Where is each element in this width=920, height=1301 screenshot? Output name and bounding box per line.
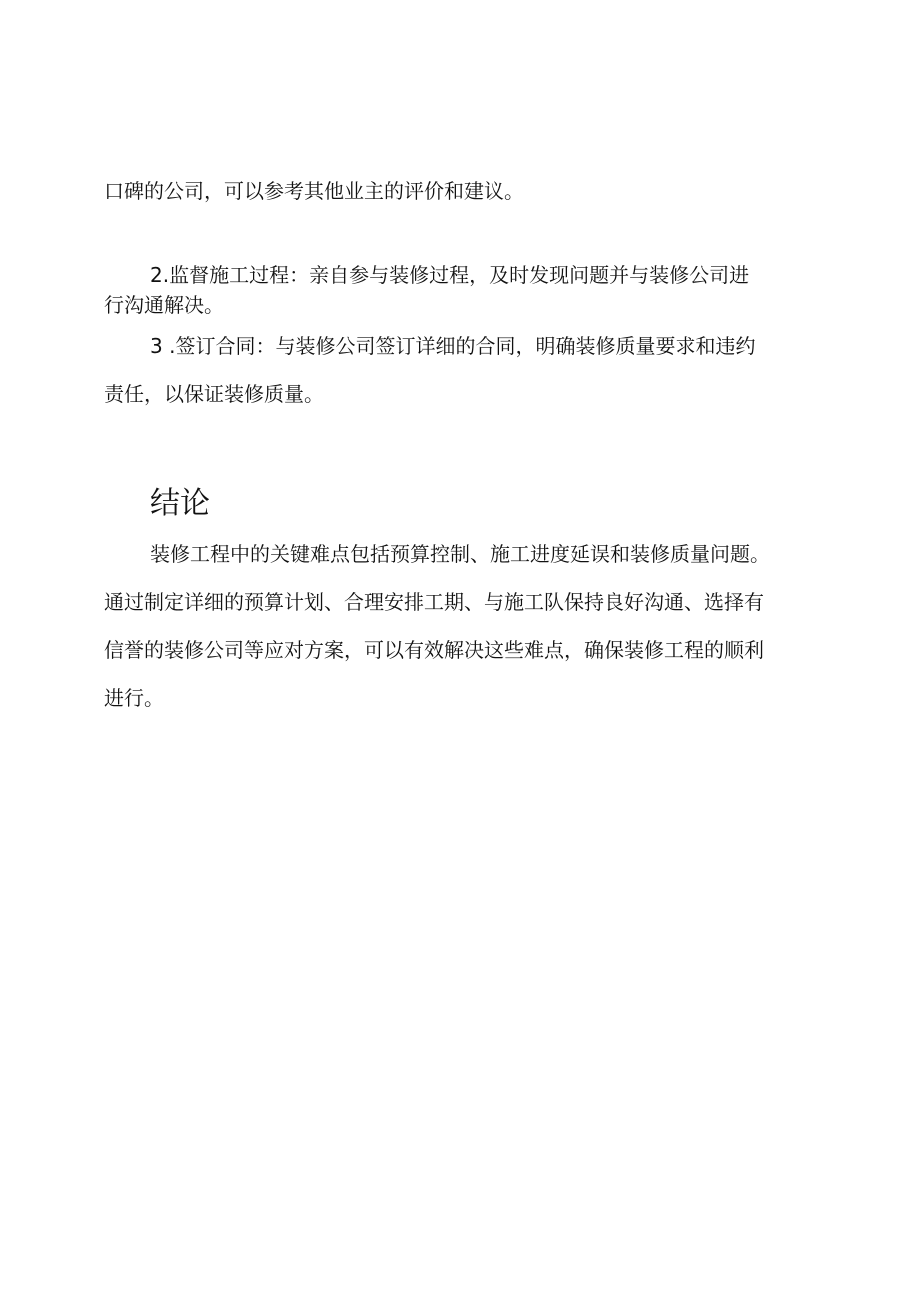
paragraph-line: 口碑的公司，可以参考其他业主的评价和建议。: [104, 179, 524, 203]
section-heading-conclusion: 结论: [150, 486, 210, 521]
continued-paragraph: [104, 176, 818, 206]
paragraph-line: 进行。: [104, 686, 164, 710]
list-item-supervise-construction: [104, 260, 818, 320]
paragraph-line: 装修工程中的关键难点包括预算控制、施工进度延误和装修质量问题。: [150, 542, 770, 566]
paragraph-line: 通过制定详细的预算计划、合理安排工期、与施工队保持良好沟通、选择有: [104, 590, 764, 614]
list-item-line: 责任，以保证装修质量。: [104, 382, 324, 406]
list-item-sign-contract: [104, 331, 818, 409]
list-item-line: 2.监督施工过程：亲自参与装修过程，及时发现问题并与装修公司进: [150, 263, 750, 287]
list-item-line: 行沟通解决。: [104, 293, 224, 317]
conclusion-paragraph: [104, 539, 818, 713]
paragraph-line: 信誉的装修公司等应对方案，可以有效解决这些难点，确保装修工程的顺利: [104, 638, 764, 662]
list-item-line: 3 .签订合同：与装修公司签订详细的合同，明确装修质量要求和违约: [150, 334, 756, 358]
